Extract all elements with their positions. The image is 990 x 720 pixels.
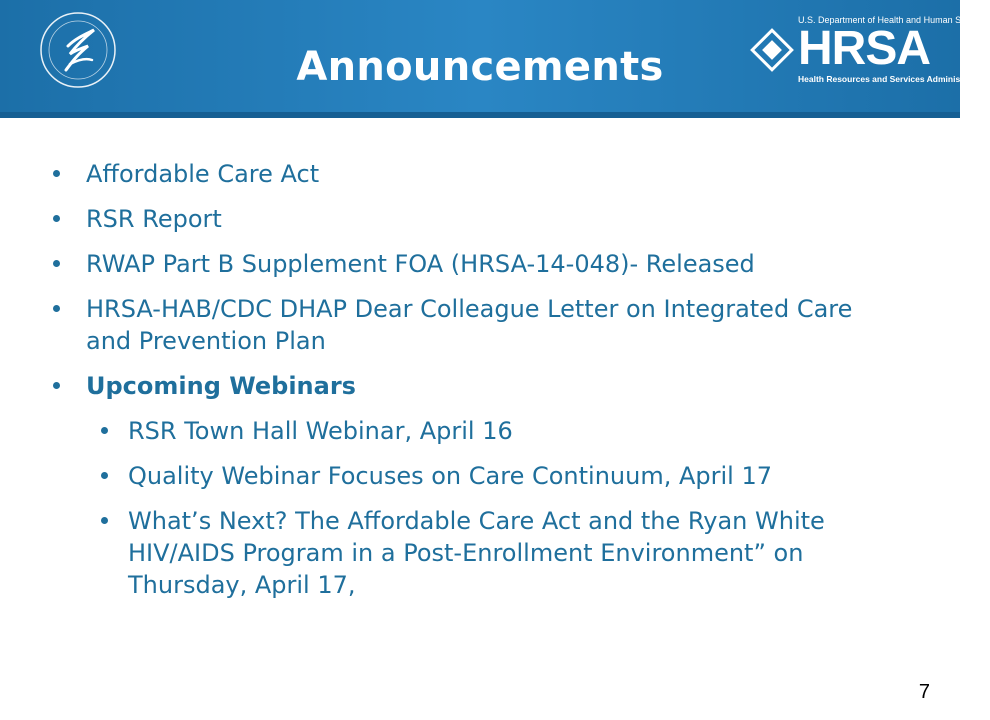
list-item-text: Affordable Care Act: [86, 160, 320, 188]
list-item: [86, 203, 866, 235]
sub-list-item: [128, 505, 908, 601]
sub-list-item: [128, 415, 908, 447]
list-item: [86, 248, 866, 280]
list-item: [86, 158, 866, 190]
sub-list-item: [128, 460, 908, 492]
bullet-dot: [101, 517, 108, 524]
slide-title: Announcements: [296, 44, 664, 90]
hrsa-mark-icon: [748, 26, 796, 74]
hrsa-logo-bottom-text: Health Resources and Services Administration: [798, 74, 987, 84]
hrsa-logo: [748, 12, 990, 86]
bullet-dot: [101, 427, 108, 434]
hrsa-logo-wordmark: HRSA: [798, 22, 931, 75]
bullet-dot: [101, 472, 108, 479]
page-number: 7: [918, 681, 930, 703]
bullet-dot: [53, 382, 60, 389]
bullet-dot: [53, 215, 60, 222]
banner-strip: [0, 112, 960, 118]
bullet-list: [0, 158, 960, 614]
header-banner: [0, 0, 990, 118]
hrsa-logo-top-text: U.S. Department of Health and Human Services: [798, 15, 990, 25]
sub-list-item-text: What’s Next? The Affordable Care Act and the Ryan White HIV/AIDS Program in a Post-Enrollment Environment” on Thursday, April 17,: [128, 507, 825, 599]
list-item: [86, 293, 866, 357]
sub-list-item-text: RSR Town Hall Webinar, April 16: [128, 417, 513, 445]
bullet-dot: [53, 170, 60, 177]
bullet-dot: [53, 260, 60, 267]
list-item-text: Upcoming Webinars: [86, 372, 356, 400]
list-item-heading: [86, 370, 866, 402]
list-item-text: HRSA-HAB/CDC DHAP Dear Colleague Letter on Integrated Care and Prevention Plan: [86, 295, 853, 355]
sub-list-item-text: Quality Webinar Focuses on Care Continuum, April 17: [128, 462, 772, 490]
list-item-text: RSR Report: [86, 205, 222, 233]
list-item-text: RWAP Part B Supplement FOA (HRSA-14-048)- Released: [86, 250, 755, 278]
bullet-dot: [53, 305, 60, 312]
